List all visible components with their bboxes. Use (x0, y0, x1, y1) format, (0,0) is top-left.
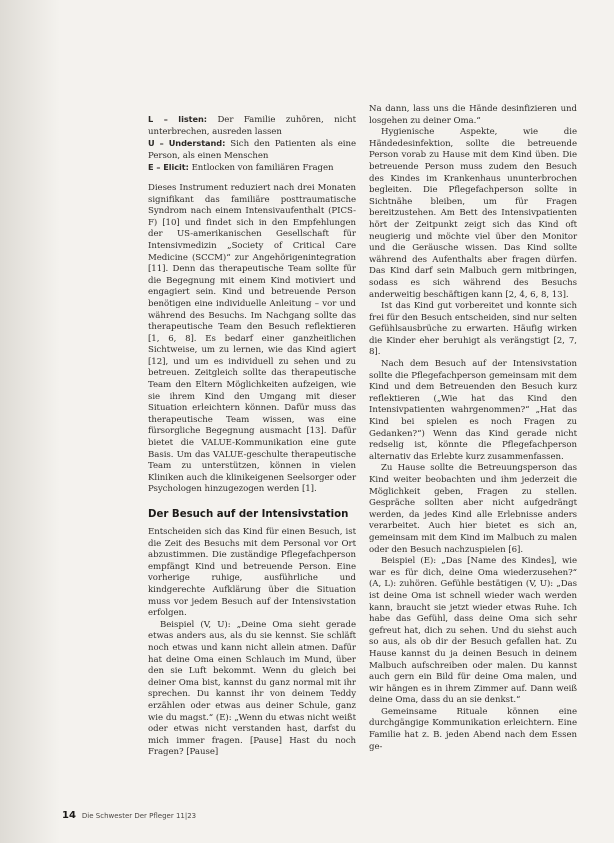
body-paragraph: Dieses Instrument reduziert nach drei Monaten signifikant das familiäre posttraumatische Syndrom nach einem Intensivaufenthalt (PICS-F) [10] und findet sich in den Empfehlungen der US-amerikanischen Gesellschaft für Intensivmedizin „Society of Critical Care Medicine (SCCM)“ zur Angehörigenintegration [11]. Denn das therapeutische Team sollte für die Begegnung mit einem Kind motiviert und engagiert sein. Kind und betreuende Person benötigen eine individuelle Anleitung – vor und während des Besuchs. Im Nachgang sollte das therapeutische Team den Besuch reflektieren [1, 6, 8]. Es bedarf einer ganzheitlichen Sichtweise, um zu lernen, wie das Kind agiert [12], und um es individuell zu sehen und zu betreuen. Zeitgleich sollte das therapeutische Team den Eltern Möglichkeiten aufzeigen, wie sie ihrem Kind den Umgang mit dieser Situation erleichtern können. Dafür muss das therapeutische Team wissen, was eine fürsorgliche Begegnung ausmacht [13]. Dafür bietet die VALUE-Kommunikation eine gute Basis. Um das VALUE-geschulte therapeutische Team zu unterstützen, können in vielen Kliniken auch die klinikeigenen Seelsorger oder Psychologen hinzugezogen werden [1]. (148, 182, 356, 495)
body-paragraph: Hygienische Aspekte, wie die Händedesinfektion, sollte die betreuende Person vorab zu Hause mit dem Kind üben. Die betreuende Person muss zudem den Besuch des Kindes im Krankenhaus ununterbrochen begleiten. Die Pflegefachperson sollte in Sichtnähe bleiben, um für Fragen bereitzustehen. Am Bett des Intensivpatienten hört der Zeitpunkt zeigt sich das Kind oft neugierig und möchte viel über den Monitor und die Geräusche wissen. Das Kind sollte während des Aufenthalts aber fragen dürfen. Das Kind darf sein Malbuch gern mitbringen, sodass es sich während des Besuchs anderweitig beschäftigen kann [2, 4, 6, 8, 13]. (369, 127, 577, 300)
body-paragraph: Na dann, lass uns die Hände desinfizieren und losgehen zu deiner Oma.“ (369, 104, 577, 126)
list-item-key: L – listen: (148, 114, 208, 124)
body-paragraph: Beispiel (E): „Das [Name des Kindes], wie war es für dich, deine Oma wiederzusehen?“ (A, L): zuhören. Gefühle bestätigen (V, U): „Das ist deine Oma ist schnell wieder wach werden kann, braucht sie jetzt wieder etwas Ruhe. Ich habe das Gefühl, dass deine Oma sich sehr gefreut hat, dich zu sehen. Und du siehst auch so aus, als ob dir der Besuch gefallen hat. Zu Hause kannst du ja deinen Besuch in deinem Malbuch aufschreiben oder malen. Du kannst auch gern ein Bild für deine Oma malen, und wir hängen es in ihrem Zimmer auf. Dann weiß deine Oma, dass du an sie denkst.“ (369, 556, 577, 706)
body-paragraph: Entscheiden sich das Kind für einen Besuch, ist die Zeit des Besuchs mit dem Personal vor Ort abzustimmen. Die zuständige Pflegefachperson empfängt Kind und betreuende Person. Eine vorherige ruhige, ausführliche und kindgerechte Aufklärung über die Situation muss vor jedem Besuch auf der Intensivstation erfolgen. (148, 527, 356, 619)
page-gutter-shadow (0, 0, 60, 843)
list-item-text: Sich den Patienten als eine Person, als einen Menschen (148, 139, 356, 161)
section-heading: Der Besuch auf der Intensivstation (148, 509, 349, 520)
right-column (369, 104, 577, 753)
body-paragraph: Zu Hause sollte die Betreuungsperson das Kind weiter beobachten und ihm jederzeit die Möglichkeit geben, Fragen zu stellen. Gespräche sollten aber nicht aufgedrängt werden, da jedes Kind alle Erlebnisse anders verarbeitet. Auch hier bietet es sich an, gemeinsam mit dem Kind im Malbuch zu malen oder den Besuch nachzuspielen [6]. (369, 463, 577, 555)
journal-name: Die Schwester Der Pfleger 11|23 (81, 812, 197, 820)
body-paragraph: Beispiel (V, U): „Deine Oma sieht gerade etwas anders aus, als du sie kennst. Sie schläft noch etwas und kann nicht allein atmen. Dafür hat deine Oma einen Schlauch im Mund, über den sie Luft bekommt. Wenn du gleich bei deiner Oma bist, kannst du ganz normal mit ihr sprechen. Du kannst ihr von deinem Teddy erzählen oder etwas aus deiner Schule, ganz wie du magst.“ (E): „Wenn du etwas nicht weißt oder etwas nicht verstanden hast, darfst du mich immer fragen. [Pause] Hast du noch Fragen? [Pause] (148, 619, 356, 758)
page-number: 14 (62, 810, 76, 821)
body-paragraph: Nach dem Besuch auf der Intensivstation sollte die Pflegefachperson gemeinsam mit dem Kind und dem Betreuenden den Besuch kurz reflektieren („Wie hat das Kind den Intensivpatienten wahrgenommen?“ „Hat das Kind bei spielen es noch Fragen zu Gedanken?“) Wenn das Kind gerade nicht redselig ist, könnte die Pflegefachperson alternativ das Erlebte kurz zusammenfassen. (369, 359, 577, 462)
left-column (148, 114, 356, 759)
list-item-key: U – Understand: (148, 138, 226, 149)
list-item (148, 162, 356, 175)
list-item-key: E – Elicit: (148, 162, 189, 173)
body-paragraph: Ist das Kind gut vorbereitet und konnte sich frei für den Besuch entscheiden, sind nur selten Gefühlsausbrüche zu erwarten. Häufig wirken die Kinder eher beruhigt als verängstigt [2, 7, 8]. (369, 301, 577, 358)
list-item (148, 138, 356, 162)
value-list (148, 114, 356, 175)
list-item-text: Entlocken von familiären Fragen (188, 163, 334, 174)
list-item (148, 114, 356, 138)
page-footer (62, 810, 196, 821)
list-item-text: Der Familie zuhören, nicht unterbrechen, ausreden lassen (148, 115, 356, 137)
body-paragraph: Gemeinsame Rituale können eine durchgängige Kommunikation erleichtern. Eine Familie hat z. B. jeden Abend nach dem Essen ge- (369, 706, 577, 752)
